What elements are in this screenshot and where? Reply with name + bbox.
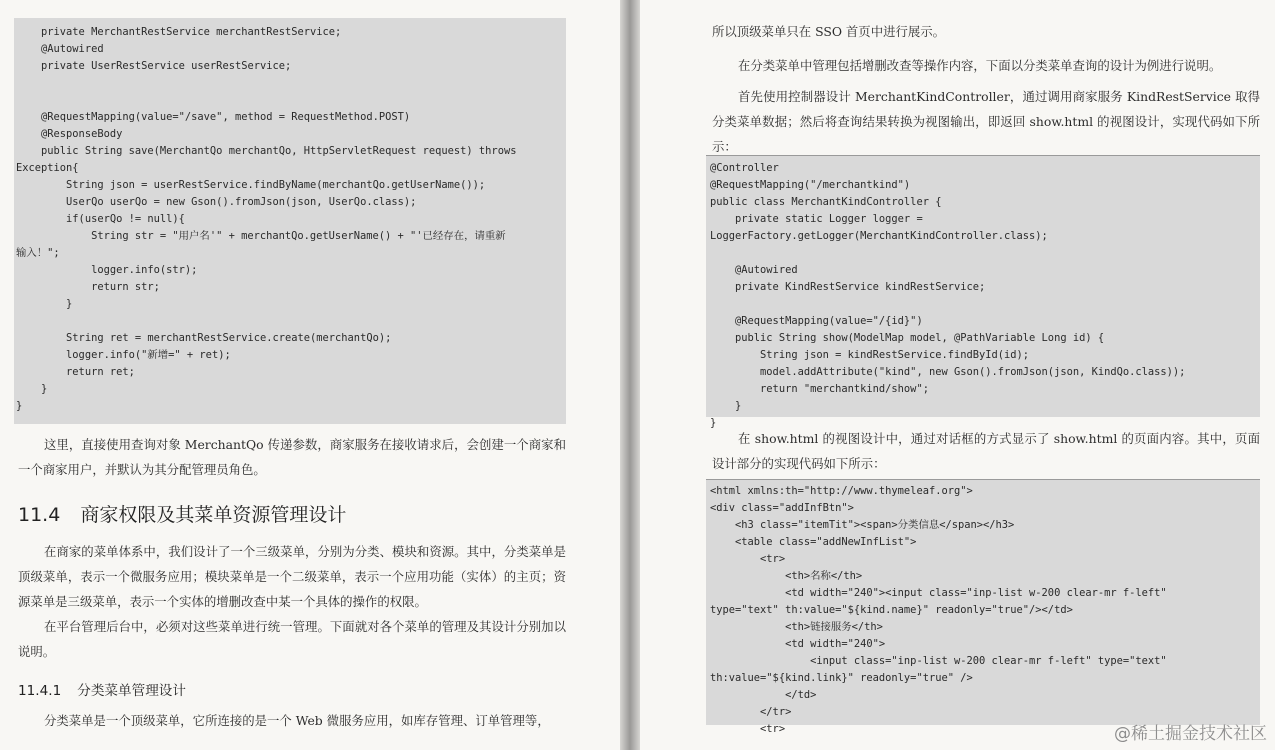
code-line: logger.info("新增=" + ret);	[16, 349, 231, 361]
code-line: return "merchantkind/show";	[710, 383, 929, 395]
paragraph-merchantqo-note: 这里，直接使用查询对象 MerchantQo 传递参数，商家服务在接收请求后，会创建一个商家和一个商家用户，并默认为其分配管理员角色。	[18, 437, 566, 477]
code-line: public class MerchantKindController {	[710, 196, 942, 208]
code-line: if(userQo != null){	[16, 213, 185, 225]
code-line: return ret;	[16, 366, 135, 378]
code-line: <tr>	[710, 553, 786, 565]
code-line: <html xmlns:th="http://www.thymeleaf.org">	[710, 485, 973, 497]
code-line: Exception{	[16, 162, 79, 174]
code-line: UserQo userQo = new Gson().fromJson(json, UserQo.class);	[16, 196, 417, 208]
code-line: return str;	[16, 281, 160, 293]
code-line: <table class="addNewInfList">	[710, 536, 917, 548]
code-line: <div class="addInfBtn">	[710, 502, 854, 514]
code-line: LoggerFactory.getLogger(MerchantKindController.class);	[710, 230, 1048, 242]
section-title: 商家权限及其菜单资源管理设计	[80, 504, 347, 526]
subsection-title: 分类菜单管理设计	[77, 683, 186, 699]
code-line: type="text" th:value="${kind.name}" readonly="true"/></td>	[710, 604, 1073, 616]
code-line	[710, 245, 1260, 262]
code-line	[16, 92, 566, 109]
code-line: String str = "用户名'" + merchantQo.getUserName() + "'已经存在，请重新	[16, 230, 506, 242]
code-line: </td>	[710, 689, 817, 701]
code-line: public String show(ModelMap model, @PathVariable Long id) {	[710, 332, 1105, 344]
section-number: 11.4	[18, 504, 61, 526]
code-line: private MerchantRestService merchantRestService;	[16, 26, 342, 38]
code-line: <td width="240"><input class="inp-list w-200 clear-mr f-left"	[710, 587, 1167, 599]
paragraph-category-crud: 在分类菜单中管理包括增删改查等操作内容，下面以分类菜单查询的设计为例进行说明。	[738, 58, 1222, 73]
code-line: 输入！";	[16, 247, 60, 259]
code-block-controller	[706, 155, 1260, 429]
code-line: @Autowired	[16, 43, 104, 55]
code-line: <th>链接服务</th>	[710, 621, 883, 633]
code-line: }	[710, 417, 717, 429]
code-line: @RequestMapping(value="/save", method = RequestMethod.POST)	[16, 111, 411, 123]
code-line: @RequestMapping(value="/{id}")	[710, 315, 923, 327]
code-line: model.addAttribute("kind", new Gson().fromJson(json, KindQo.class));	[710, 366, 1186, 378]
code-line	[16, 313, 566, 330]
code-block-save-method	[14, 18, 566, 424]
code-line: }	[16, 383, 48, 395]
code-line: <td width="240">	[710, 638, 886, 650]
paragraph-menu-system: 在商家的菜单体系中，我们设计了一个三级菜单，分别为分类、模块和资源。其中，分类菜单是顶级菜单，表示一个微服务应用；模块菜单是一个二级菜单，表示一个应用功能（实体）的主页；资源菜单是三级菜单，表示一个实体的增删改查中某一个具体的操作的权限。	[18, 544, 566, 609]
code-line: @RequestMapping("/merchantkind")	[710, 179, 911, 191]
code-line: @Controller	[710, 162, 779, 174]
book-gutter	[620, 0, 640, 750]
watermark: @稀土掘金技术社区	[1114, 724, 1267, 744]
code-line: }	[16, 298, 73, 310]
code-line: th:value="${kind.link}" readonly="true" />	[710, 672, 973, 684]
subsection-heading	[18, 679, 186, 699]
paragraph-sso-display: 所以顶级菜单只在 SSO 首页中进行展示。	[712, 24, 946, 39]
code-line: <th>名称</th>	[710, 570, 863, 582]
section-heading	[18, 500, 346, 527]
paragraph-controller-design: 首先使用控制器设计 MerchantKindController，通过调用商家服务 KindRestService 取得分类菜单数据；然后将查询结果转换为视图输出，即返回 show.html 的视图设计，实现代码如下所示：	[712, 89, 1260, 154]
code-line: @Autowired	[710, 264, 798, 276]
code-line	[16, 75, 566, 92]
code-line: private KindRestService kindRestService;	[710, 281, 986, 293]
code-line: <input class="inp-list w-200 clear-mr f-left" type="text"	[710, 655, 1167, 667]
code-line: private static Logger logger =	[710, 213, 923, 225]
code-line: <tr>	[710, 723, 786, 735]
code-line: public String save(MerchantQo merchantQo, HttpServletRequest request) throws	[16, 145, 517, 157]
code-line: logger.info(str);	[16, 264, 198, 276]
code-line: <h3 class="itemTit"><span>分类信息</span></h3>	[710, 519, 1015, 531]
paragraph-category-menu: 分类菜单是一个顶级菜单，它所连接的是一个 Web 微服务应用，如库存管理、订单管理等，	[44, 713, 550, 728]
subsection-number: 11.4.1	[18, 683, 62, 699]
code-line	[710, 296, 1260, 313]
code-line: </tr>	[710, 706, 792, 718]
code-line: String json = kindRestService.findById(id);	[710, 349, 1030, 361]
code-line: }	[16, 400, 23, 412]
paragraph-view-design: 在 show.html 的视图设计中，通过对话框的方式显示了 show.html 的页面内容。其中，页面设计部分的实现代码如下所示：	[712, 431, 1260, 471]
paragraph-platform-management: 在平台管理后台中，必须对这些菜单进行统一管理。下面就对各个菜单的管理及其设计分别加以说明。	[18, 619, 566, 659]
code-line: String ret = merchantRestService.create(merchantQo);	[16, 332, 392, 344]
code-line: String json = userRestService.findByName(merchantQo.getUserName());	[16, 179, 486, 191]
code-line: @ResponseBody	[16, 128, 123, 140]
code-line: private UserRestService userRestService;	[16, 60, 292, 72]
code-line: }	[710, 400, 742, 412]
